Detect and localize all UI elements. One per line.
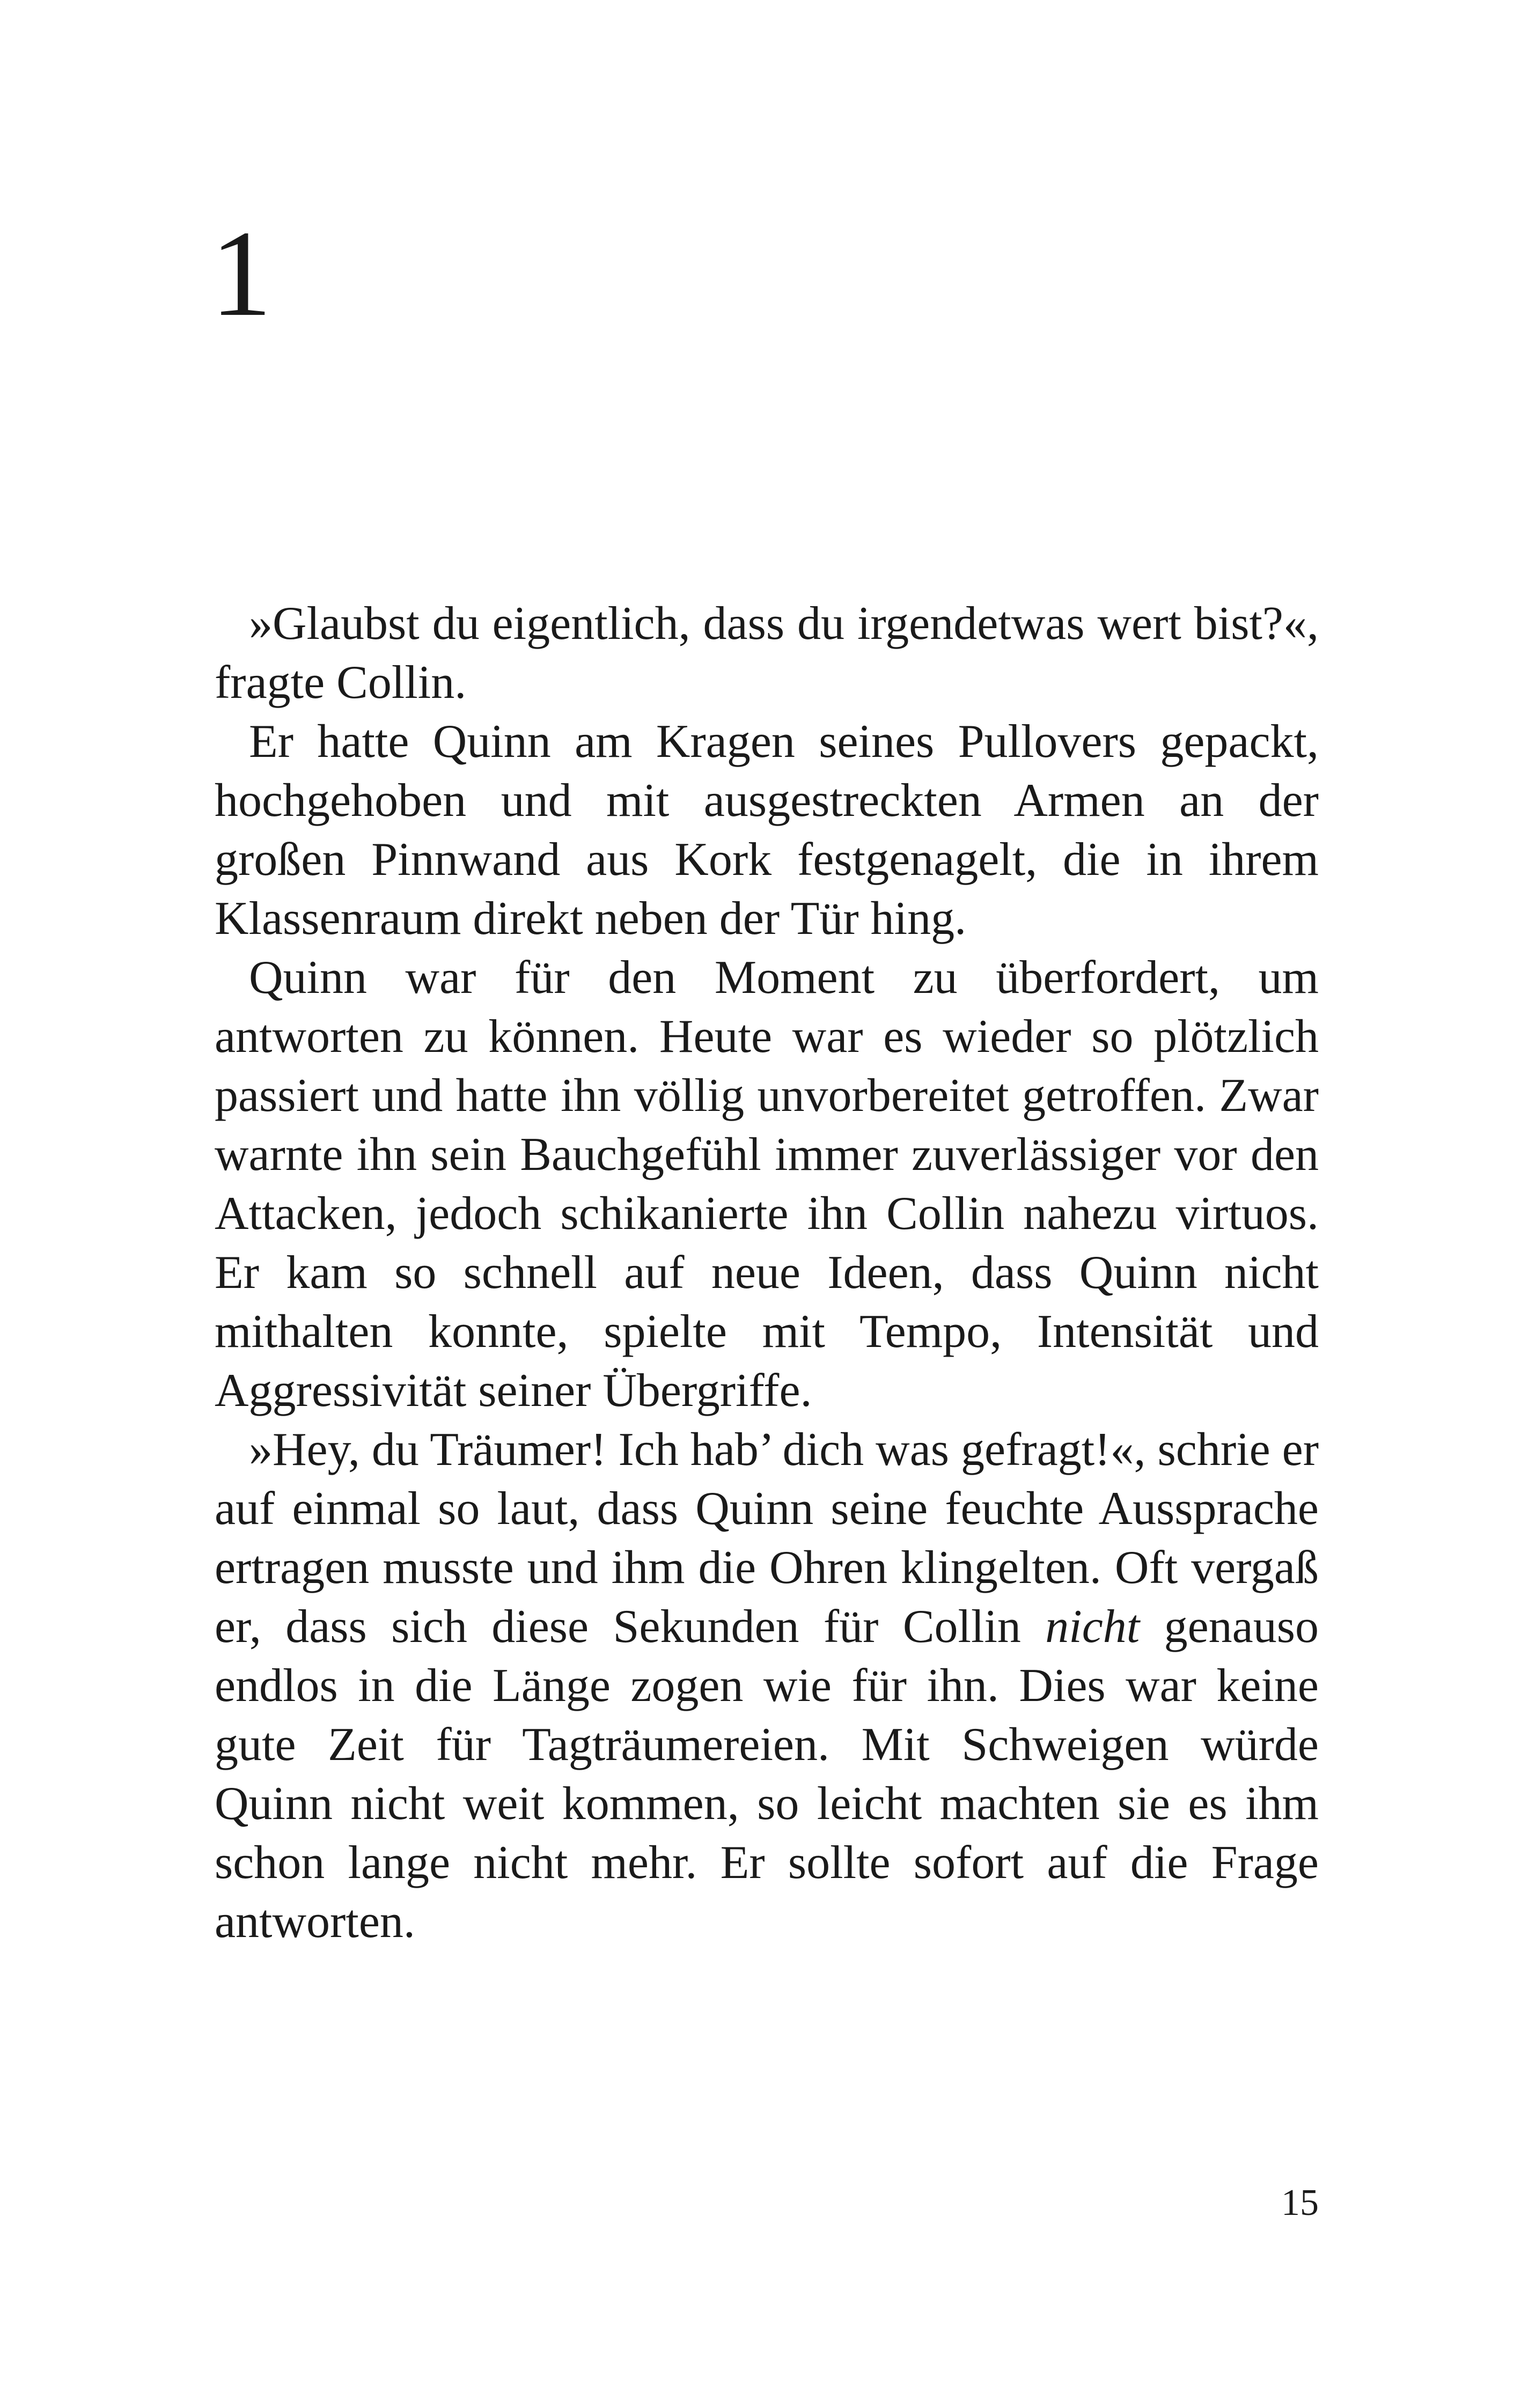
paragraph-text: »Hey, du Träumer! Ich hab’ dich was gefragt!«, schrie er auf einmal so laut, dass Quinn seine feuchte Aussprache ertragen musste und ihm die Ohren klingelten. Oft vergaß er, dass sich diese Sekunden für Collin: [215, 1424, 1319, 1653]
emphasized-word: nicht: [1045, 1601, 1140, 1653]
chapter-number: 1: [210, 205, 272, 342]
paragraph: [215, 1420, 1319, 1952]
page-number: 15: [1281, 2182, 1319, 2223]
paragraph: »Glaubst du eigentlich, dass du irgendetwas wert bist?«, fragte Collin.: [215, 598, 1319, 709]
paragraph: Er hatte Quinn am Kragen seines Pullovers gepackt, hochgehoben und mit ausgestreckten Armen an der großen Pinnwand aus Kork festgenagelt, die in ihrem Klassenraum direkt neben der Tür hing.: [215, 716, 1319, 945]
paragraph: Quinn war für den Moment zu überfordert, um antworten zu können. Heute war es wieder so plötzlich passiert und hatte ihn völlig unvorbereitet getroffen. Zwar warnte ihn sein Bauchgefühl immer zuverlässiger vor den Attacken, jedoch schikanierte ihn Collin nahezu virtuos. Er kam so schnell auf neue Ideen, dass Quinn nicht mithalten konnte, spielte mit Tempo, Intensität und Aggressivität seiner Übergriffe.: [215, 952, 1319, 1417]
paragraph-text: genauso endlos in die Länge zogen wie für ihn. Dies war keine gute Zeit für Tagträumereien. Mit Schweigen würde Quinn nicht weit kommen, so leicht machten sie es ihm schon lange nicht mehr. Er sollte sofort auf die Frage antworten.: [215, 1601, 1319, 1948]
chapter-body-text: [215, 594, 1319, 1952]
